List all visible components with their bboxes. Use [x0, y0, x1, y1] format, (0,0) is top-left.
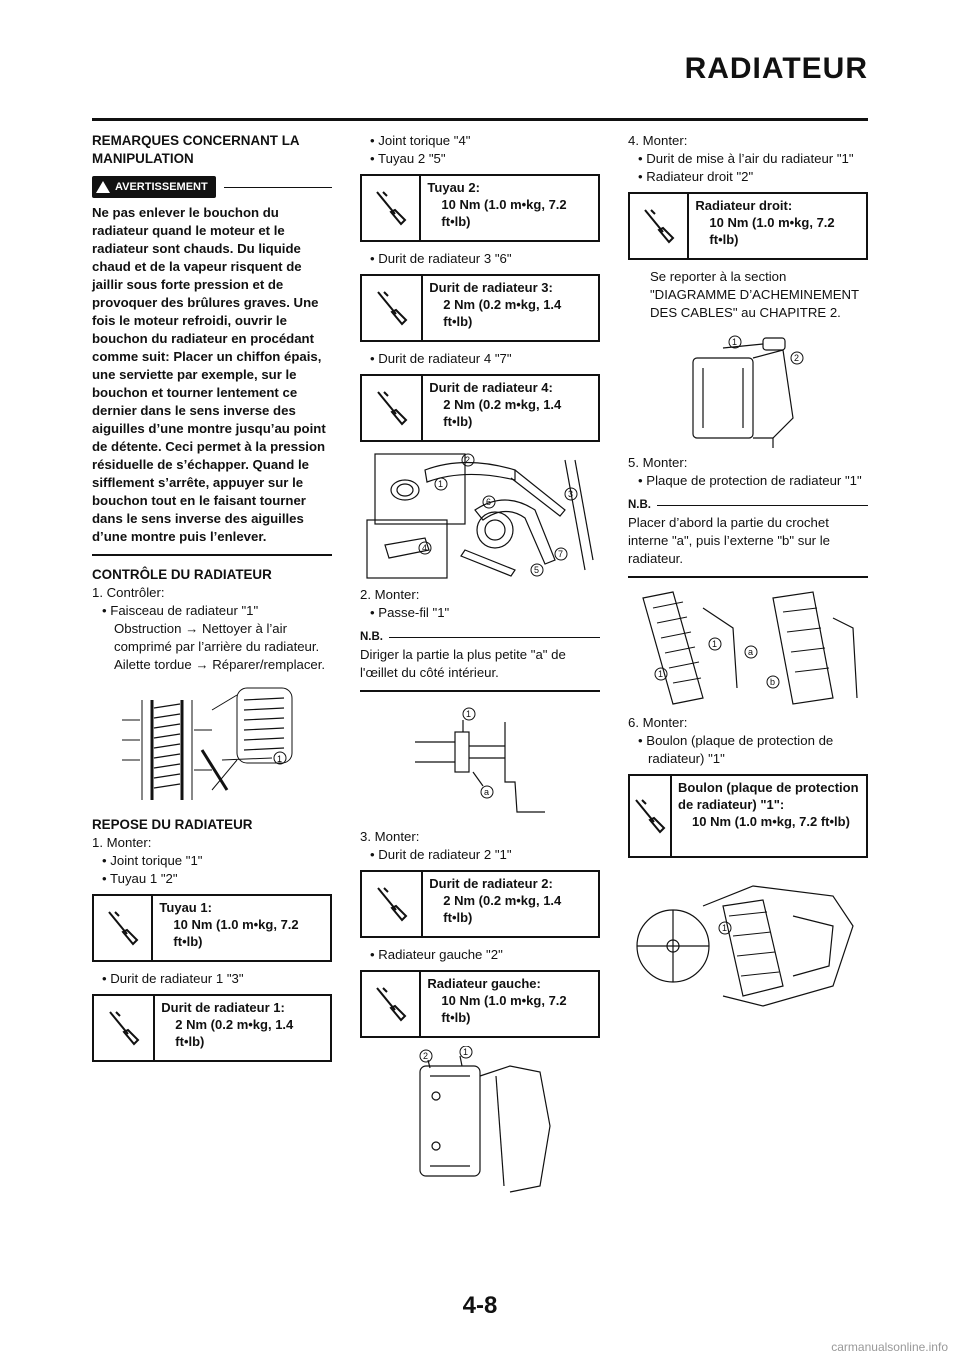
- spec-value: 10 Nm (1.0 m•kg, 7.2 ft•lb): [709, 215, 835, 247]
- warning-line: [224, 187, 332, 188]
- fig-callout: 1: [658, 669, 664, 679]
- spec-value: 2 Nm (0.2 m•kg, 1.4 ft•lb): [443, 297, 562, 329]
- figure-radiator-guard: [633, 588, 863, 708]
- spec-value: 10 Nm (1.0 m•kg, 7.2 ft•lb): [441, 993, 567, 1025]
- watermark: carmanualsonline.info: [831, 1340, 948, 1354]
- install-item-left-radiator: • Radiateur gauche "2": [370, 947, 503, 962]
- fig-callout: 4: [422, 543, 428, 553]
- figure-grommet: [405, 702, 555, 822]
- check-step: 1. Contrôler:: [92, 585, 165, 600]
- install-item-o-ring-4: • Joint torique "4": [370, 133, 471, 148]
- install-item-o-ring: • Joint torique "1": [102, 853, 203, 868]
- torque-wrench-icon: [630, 776, 672, 856]
- spec-box-right-radiator: [628, 192, 868, 260]
- spec-value: 2 Nm (0.2 m•kg, 1.4 ft•lb): [175, 1017, 294, 1049]
- install-item-hose-1: • Durit de radiateur 1 "3": [102, 971, 244, 986]
- reference-text: Se reporter à la section "DIAGRAMME D’ACHEMINEMENT DES CABLES" au CHAPITRE 2.: [650, 269, 859, 320]
- check-item: • Faisceau de radiateur "1": [102, 603, 259, 618]
- figure-left-radiator: [400, 1046, 560, 1196]
- warning-icon: [96, 181, 110, 193]
- spec-value: 2 Nm (0.2 m•kg, 1.4 ft•lb): [443, 893, 562, 925]
- fig-callout: 5: [534, 565, 540, 575]
- torque-wrench-icon: [362, 376, 423, 440]
- warning-header: [92, 176, 332, 198]
- fig-callout: 3: [568, 489, 574, 499]
- fig-callout: 1: [732, 337, 738, 347]
- fig-callout: 1: [466, 709, 472, 719]
- spec-value: 2 Nm (0.2 m•kg, 1.4 ft•lb): [443, 397, 562, 429]
- spec-name: Durit de radiateur 1:: [161, 1000, 285, 1015]
- note-header: [360, 628, 600, 646]
- column-right: [628, 132, 868, 1022]
- spec-box-guard-bolt: [628, 774, 868, 858]
- spec-box-left-radiator: [360, 970, 600, 1038]
- torque-wrench-icon: [630, 194, 689, 258]
- fig-callout: 1: [712, 639, 718, 649]
- note-end-rule: [628, 576, 868, 578]
- install-item-right-radiator: • Radiateur droit "2": [638, 169, 754, 184]
- install-step-1: 1. Monter:: [92, 835, 152, 850]
- spec-box-hose-4: [360, 374, 600, 442]
- spec-name: Durit de radiateur 4:: [429, 380, 553, 395]
- note-text: Placer d’abord la partie du crochet interne "a", puis l’externe "b" sur le radiateur.: [628, 515, 830, 566]
- install-step-4: 4. Monter:: [628, 133, 688, 148]
- install-step-6: 6. Monter:: [628, 715, 688, 730]
- spec-box-pipe-1: [92, 894, 332, 962]
- column-middle: [360, 132, 600, 1202]
- fig-callout: 1: [722, 923, 728, 933]
- install-item-pipe-2: • Tuyau 2 "5": [370, 151, 446, 166]
- fig-callout: 2: [423, 1051, 429, 1061]
- fig-callout: a: [484, 787, 490, 797]
- page-title: RADIATEUR: [684, 52, 868, 85]
- warning-text: Ne pas enlever le bouchon du radiateur quand le moteur et le radiateur sont chauds. Du liquide chaud et de la vapeur risquent de jaillir sous forte pression et de provoquer des brûlures graves. Une fois le moteur refroidi, ouvrir le bouchon du radiateur en procédant comme suit: Placer un chiffon épais, une serviette par exemple, sur le bouchon et tourner lentement ce dernier dans le sens inverse des aiguilles d’une montre jusqu’au point de détente. Ceci permet à la pression résiduelle de s’échapper. Quand le sifflement s’arrête, appuyer sur le bouchon tout en le faisant tourner dans le sens inverse des aiguilles d’une montre puis l’enlever.: [92, 205, 326, 544]
- note-header: [628, 496, 868, 514]
- check-line-fin: Ailette tordue → Réparer/remplacer.: [114, 657, 326, 672]
- note-line: [389, 637, 600, 638]
- spec-box-hose-3: [360, 274, 600, 342]
- spec-name: Tuyau 2:: [427, 180, 480, 195]
- fig-callout: 1: [277, 754, 283, 764]
- install-step-5: 5. Monter:: [628, 455, 688, 470]
- figure-guard-bolt: [633, 866, 863, 1016]
- install-item-guard-bolt: • Boulon (plaque de protection de radiateur) "1": [638, 733, 834, 766]
- install-item-guard: • Plaque de protection de radiateur "1": [638, 473, 862, 488]
- install-item-hose-3: • Durit de radiateur 3 "6": [370, 251, 512, 266]
- spec-value: 10 Nm (1.0 m•kg, 7.2 ft•lb): [173, 917, 299, 949]
- fig-callout: 2: [465, 455, 471, 465]
- section-title-check: CONTRÔLE DU RADIATEUR: [92, 567, 272, 582]
- column-left: [92, 132, 332, 1070]
- torque-wrench-icon: [362, 872, 423, 936]
- spec-box-pipe-2: [360, 174, 600, 242]
- spec-name: Tuyau 1:: [159, 900, 212, 915]
- install-item-grommet: • Passe-fil "1": [370, 605, 450, 620]
- spec-name: Radiateur gauche:: [427, 976, 541, 991]
- note-text: Diriger la partie la plus petite "a" de l'œillet du côté intérieur.: [360, 647, 566, 680]
- check-line-obstruction: Obstruction → Nettoyer à l’air comprimé par l’arrière du radiateur.: [114, 621, 320, 654]
- spec-name: Boulon (plaque de protection de radiateur) "1":: [678, 780, 859, 812]
- figure-right-radiator: [673, 328, 823, 448]
- torque-wrench-icon: [362, 972, 421, 1036]
- warning-label: AVERTISSEMENT: [115, 181, 208, 193]
- install-item-hose-4: • Durit de radiateur 4 "7": [370, 351, 512, 366]
- figure-engine-hoses: [365, 450, 595, 580]
- install-step-2: 2. Monter:: [360, 587, 420, 602]
- fig-callout: 2: [794, 353, 800, 363]
- torque-wrench-icon: [362, 176, 421, 240]
- spec-value: 10 Nm (1.0 m•kg, 7.2 ft•lb): [692, 814, 850, 829]
- torque-wrench-icon: [94, 896, 153, 960]
- section-title-handling: REMARQUES CONCERNANT LA MANIPULATION: [92, 133, 300, 166]
- spec-box-hose-2: [360, 870, 600, 938]
- install-item-breather-hose: • Durit de mise à l’air du radiateur "1": [638, 151, 854, 166]
- figure-radiator-core: [112, 680, 312, 810]
- warning-end-rule: [92, 554, 332, 556]
- install-step-3: 3. Monter:: [360, 829, 420, 844]
- spec-value: 10 Nm (1.0 m•kg, 7.2 ft•lb): [441, 197, 567, 229]
- page-number: 4-8: [462, 1292, 498, 1319]
- spec-name: Durit de radiateur 3:: [429, 280, 553, 295]
- fig-callout: 1: [438, 479, 444, 489]
- torque-wrench-icon: [94, 996, 155, 1060]
- note-end-rule: [360, 690, 600, 692]
- note-line: [657, 505, 868, 506]
- fig-callout: 1: [463, 1047, 469, 1057]
- note-label: N.B.: [360, 631, 383, 643]
- fig-callout: a: [748, 647, 754, 657]
- warning-badge: [92, 176, 216, 198]
- install-item-pipe-1: • Tuyau 1 "2": [102, 871, 178, 886]
- section-title-install: REPOSE DU RADIATEUR: [92, 817, 253, 832]
- header-rule: [92, 118, 868, 121]
- fig-callout: b: [770, 677, 776, 687]
- torque-wrench-icon: [362, 276, 423, 340]
- fig-callout: 7: [558, 549, 564, 559]
- note-label: N.B.: [628, 499, 651, 511]
- fig-callout: 6: [486, 497, 492, 507]
- install-item-hose-2: • Durit de radiateur 2 "1": [370, 847, 512, 862]
- spec-box-hose-1: [92, 994, 332, 1062]
- spec-name: Durit de radiateur 2:: [429, 876, 553, 891]
- spec-name: Radiateur droit:: [695, 198, 793, 213]
